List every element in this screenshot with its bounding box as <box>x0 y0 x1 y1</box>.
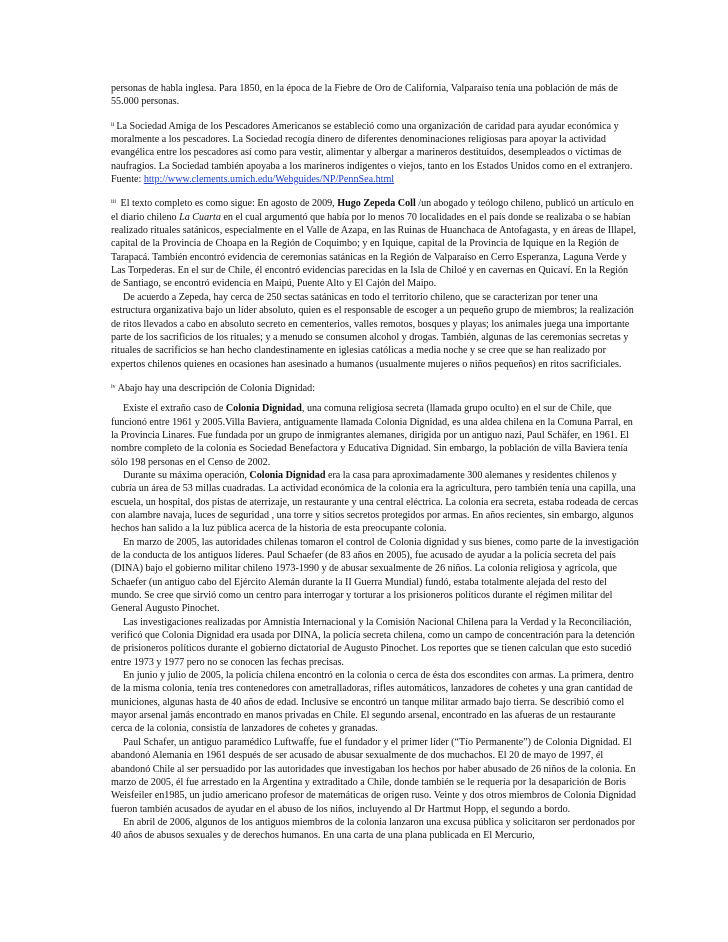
source-link[interactable]: http://www.clements.umich.edu/Webguides/NP/PennSea.html <box>143 174 395 186</box>
paragraph-text: Durante su máxima operación, <box>123 469 250 481</box>
endnote-marker: iii <box>111 199 117 206</box>
endnote-paragraph <box>111 469 639 536</box>
endnote-paragraph: En abril de 2006, algunos de los antiguos miembros de la colonia lanzaron una excusa pública y solicitaron ser perdonados por 40 años de abusos sexuales y de derechos humanos. En una carta de una plana publicada en El Mercurio, <box>111 816 636 842</box>
endnote-iv <box>111 382 639 395</box>
endnote-marker: iv <box>111 383 116 390</box>
endnote-paragraph: En marzo de 2005, las autoridades chilenas tomaron el control de Colonia dignidad y sus bienes, como parte de la investigación de la conducta de los antiguos líderes. Paul Schaefer (de 83 años en 2005), fue acusado de ayudar a la policía secreta del país (DINA) bajo el gobierno militar chileno 1973-1990 y de abusar sexualmente de 26 niños. La colonia religiosa y agrícola, que Schaefer (un antiguo cabo del Ejército Alemán durante la II Guerra Mundial) fundó, estaba totalmente alejada del resto del mundo. Se cree que sirvió como un centro para interrogar y torturar a los prisioneros políticos durante el régimen militar del General Augusto Pinochet. <box>111 536 639 615</box>
newspaper-name: La Cuarta <box>179 211 221 223</box>
document-page <box>111 82 639 843</box>
footnote-continuation <box>111 82 639 109</box>
endnote-paragraph <box>111 402 639 469</box>
endnote-text: en el cual argumentó que había por lo menos 70 localidades en el país donde se realizaba o se habían realizado rituales satánicos, especialmente en el Valle de Azapa, en las Ruinas de Huanchaca de Antofagasta, y en áreas de Illapel, capital de la Provincia de Choapa en la Región de Coquimbo; y en Iquique, capital de la Provincia de Iquique en la Región de Tarapacá. También encontró evidencia de ceremonias satánicas en la Región de Valparaíso en Cerro Esperanza, Laguna Verde y Las Torpederas. En el sur de Chile, él encontró evidencias parecidas en la Isla de Chiloé y en cavernas en Quicaví. En la Región de Santiago, se encontró evidencia en Maipú, Puente Alto y El Cajón del Maipo. <box>111 211 637 290</box>
endnote-text: El texto completo es como sigue: En agosto de 2009, <box>118 198 338 210</box>
endnote-text: La Sociedad Amiga de los Pescadores Americanos se estableció como una organización de caridad para ayudar económica y moralmente a los pescadores. La Sociedad recogía dinero de diferentes denominaciones religiosas para apoyar la actividad evangélica entre los pescadores así como para vestir, alimentar y albergar a marineros destituidos, desempleados o víctimas de naufragios. La Sociedad también apoyaba a los marineros indigentes o viejos, tanto en los Estados Unidos como en el extranjero. Fuente: <box>111 120 633 186</box>
endnote-marker: ii <box>111 121 115 128</box>
paragraph-text: Existe el extraño caso de <box>123 403 226 415</box>
endnote-paragraph: Paul Schafer, un antiguo paramédico Luftwaffe, fue el fundador y el primer líder (“Tío Permanente”) de Colonia Dignidad. El abandonó Alemania en 1961 después de ser acusado de abusar sexualmente de dos muchachos. El 20 de mayo de 1997, él abandonó Chile al ser persuadido por las autoridades que investigaban los hechos por haber abusado de 26 niños de la colonia. En marzo de 2005, él fue arrestado en la Argentina y extraditado a Chile, donde también se le requería por la desaparición de Boris Weisfeiler en1985, un judío americano profesor de matemáticas de origen ruso. Veinte y dos otros miembros de Colonia Dignidad fueron también acusados de ayudar en el abuso de los niños, incluyendo al Dr Hartmut Hopp, el segundo a bordo. <box>111 736 636 815</box>
paragraph-text: , una comuna religiosa secreta (llamada grupo oculto) en el sur de Chile, que funcionó entre 1961 y 2005.Villa Baviera, antiguamente llamada Colonia Dignidad, es una aldea chilena en la Comuna Parral, en la Provincia Linares. Fue fundada por un grupo de inmigrantes alemanes, dirigida por un antiguo nazi, Paul Schäfer, en 1961. El nombre completo de la colonia es Sociedad Benefactora y Educativa Dignidad. Sin embargo, la población de villa Baviera tenía sólo 198 personas en el Censo de 2002. <box>111 403 633 468</box>
endnote-iii <box>111 197 639 290</box>
endnote-ii <box>111 120 639 187</box>
person-name: Hugo Zepeda Coll <box>337 198 416 210</box>
endnote-text: /un abogado y teólogo chileno, publicó un artículo en el diario chileno <box>111 198 634 223</box>
paragraph-text: era la casa para aproximadamente 300 alemanes y residentes chilenos y cubría un área de 53 millas cuadradas. La actividad económica de la colonia era la agricultura, pero también tenía una capilla, una escuela, un hospital, dos pistas de aterrizaje, un restaurante y una central eléctrica. La colonia era secreta, estaba rodeada de cercas con alambre navaja, luces de seguridad , una torre y sitios secretos protegidos por armas. En años recientes, sin embargo, algunos hechos han salido a la luz pública acerca de la historia de esta preocupante colonia. <box>111 469 639 535</box>
footnote-text: personas de habla inglesa. Para 1850, en la época de la Fiebre de Oro de California, Valparaíso tenía una población de más de 55.000 personas. <box>111 83 618 108</box>
endnote-paragraph: De acuerdo a Zepeda, hay cerca de 250 sectas satánicas en todo el territorio chileno, que se caracterizan por tener una estructura organizativa bajo un líder absoluto, quien es el responsable de escoger a un pequeño grupo de miembros; la realización de ritos llevados a cabo en absoluto secreto en cementerios, valles remotos, bosques y playas; los animales juega una importante parte de los sacrificios de los rituales; y a menudo se consumen alcohol y drogas. También, algunas de las ceremonias secretas y rituales de sacrificios se han hecho clandestinamente en iglesias católicas a media noche y se cree que se han realizado por expertos chilenos quienes en ocasiones han asesinado a humanos (usualmente mujeres o niños pequeños) en ritos sacrificiales. <box>111 291 634 370</box>
colonia-name: Colonia Dignidad <box>225 403 302 415</box>
endnote-paragraph: Las investigaciones realizadas por Amnistía Internacional y la Comisión Nacional Chilena para la Verdad y la Reconciliación, verificó que Colonia Dignidad era usada por DINA, la policía secreta chilena, como un campo de concentración para la detención de prisioneros políticos durante el gobierno dictatorial de Augusto Pinochet. Los reportes que se tienen calculan que esto sucedió entre 1973 y 1977 pero no se conocen las fechas precisas. <box>111 616 635 668</box>
endnote-text: Abajo hay una descripción de Colonia Dignidad: <box>117 382 316 394</box>
endnote-paragraph: En junio y julio de 2005, la policía chilena encontró en la colonia o cerca de ésta dos escondites con armas. La primera, dentro de la misma colonia, tenía tres contenedores con ametralladoras, rifles automáticos, lanzadores de cohetes y una gran cantidad de municiones, algunas hasta de 40 años de edad. Inclusive se encontró un tanque militar armado bajo tierra. Se describió como el mayor arsenal jamás encontrado en manos privadas en Chile. El segundo arsenal, encontrado en las afueras de un restaurante cerca de la colonia, consistía de lanzadores de cohetes y granadas. <box>111 670 634 735</box>
colonia-name: Colonia Dignidad <box>249 469 326 481</box>
